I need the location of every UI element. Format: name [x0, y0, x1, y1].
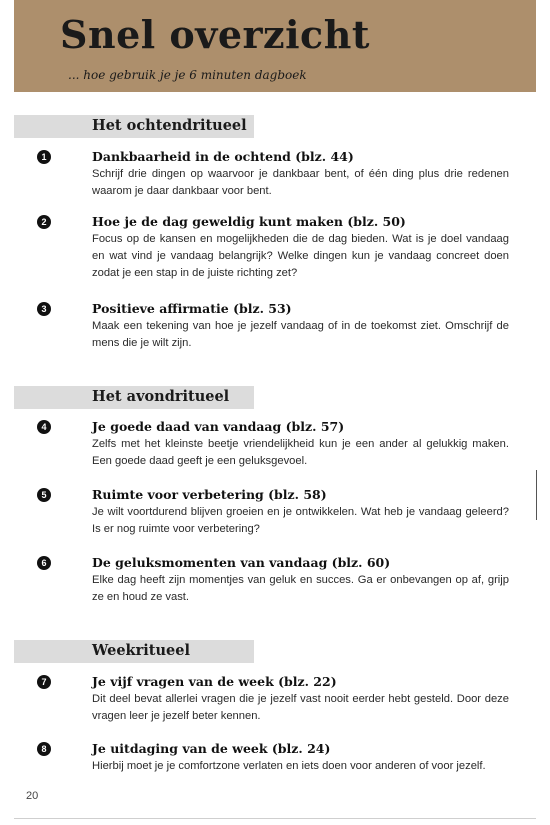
item-title: De geluksmomenten van vandaag (blz. 60)	[92, 555, 391, 570]
list-item	[41, 740, 509, 775]
item-title: Positieve affirmatie (blz. 53)	[92, 301, 292, 316]
item-number-badge: 2	[37, 215, 51, 229]
item-description: Focus op de kansen en mogelijkheden die de dag bieden. Wat is je doel vandaag en wat vind je vandaag belangrijk? Welke dingen kun je vandaag concreet doen zodat je een stap in de juiste richting zet?	[92, 233, 509, 279]
item-number-badge: 1	[37, 150, 51, 164]
list-item	[41, 486, 509, 538]
item-number-badge: 5	[37, 488, 51, 502]
list-item	[41, 148, 509, 200]
section-heading-evening	[14, 386, 254, 409]
page-header	[14, 0, 536, 92]
item-description: Zelfs met het kleinste beetje vriendelijkheid kun je een ander al gelukkig maken. Een goede daad geeft je een geluksgevoel.	[92, 438, 509, 467]
page-title: Snel overzicht	[60, 12, 370, 57]
section-heading-weekly	[14, 640, 254, 663]
item-description: Je wilt voortdurend blijven groeien en je ontwikkelen. Wat heb je vandaag geleerd? Is er nog ruimte voor verbetering?	[92, 506, 509, 535]
section-heading-label: Het ochtendritueel	[92, 117, 247, 134]
item-title: Ruimte voor verbetering (blz. 58)	[92, 487, 327, 502]
item-number-badge: 8	[37, 742, 51, 756]
list-item	[41, 418, 509, 470]
section-heading-label: Het avondritueel	[92, 388, 230, 405]
page-number: 20	[26, 790, 39, 802]
item-number-badge: 4	[37, 420, 51, 434]
list-item	[41, 300, 509, 352]
list-item	[41, 673, 509, 725]
item-title: Je goede daad van vandaag (blz. 57)	[92, 419, 345, 434]
item-number-badge: 3	[37, 302, 51, 316]
section-heading-morning	[14, 115, 254, 138]
item-description: Elke dag heeft zijn momentjes van geluk en succes. Ga er onbevangen op af, grijp ze en houd ze vast.	[92, 574, 509, 603]
item-number-badge: 6	[37, 556, 51, 570]
item-description: Maak een tekening van hoe je jezelf vandaag of in de toekomst ziet. Omschrijf de mens die je wilt zijn.	[92, 320, 509, 349]
item-title: Dankbaarheid in de ochtend (blz. 44)	[92, 149, 354, 164]
item-description: Dit deel bevat allerlei vragen die je jezelf vast nooit eerder hebt gesteld. Door deze vragen leer je jezelf beter kennen.	[92, 693, 509, 722]
item-description: Schrijf drie dingen op waarvoor je dankbaar bent, of één ding plus drie redenen waarom je daar dankbaar voor bent.	[92, 168, 509, 197]
edge-divider	[536, 470, 537, 520]
list-item	[41, 554, 509, 606]
item-title: Je vijf vragen van de week (blz. 22)	[92, 674, 337, 689]
bottom-divider	[14, 818, 536, 819]
item-number-badge: 7	[37, 675, 51, 689]
section-heading-label: Weekritueel	[92, 642, 190, 659]
item-description: Hierbij moet je je comfortzone verlaten en iets doen voor anderen of voor jezelf.	[92, 760, 486, 772]
page-subtitle: ... hoe gebruik je je 6 minuten dagboek	[68, 68, 307, 82]
item-title: Je uitdaging van de week (blz. 24)	[92, 741, 331, 756]
list-item	[41, 213, 509, 282]
item-title: Hoe je de dag geweldig kunt maken (blz. 50)	[92, 214, 406, 229]
